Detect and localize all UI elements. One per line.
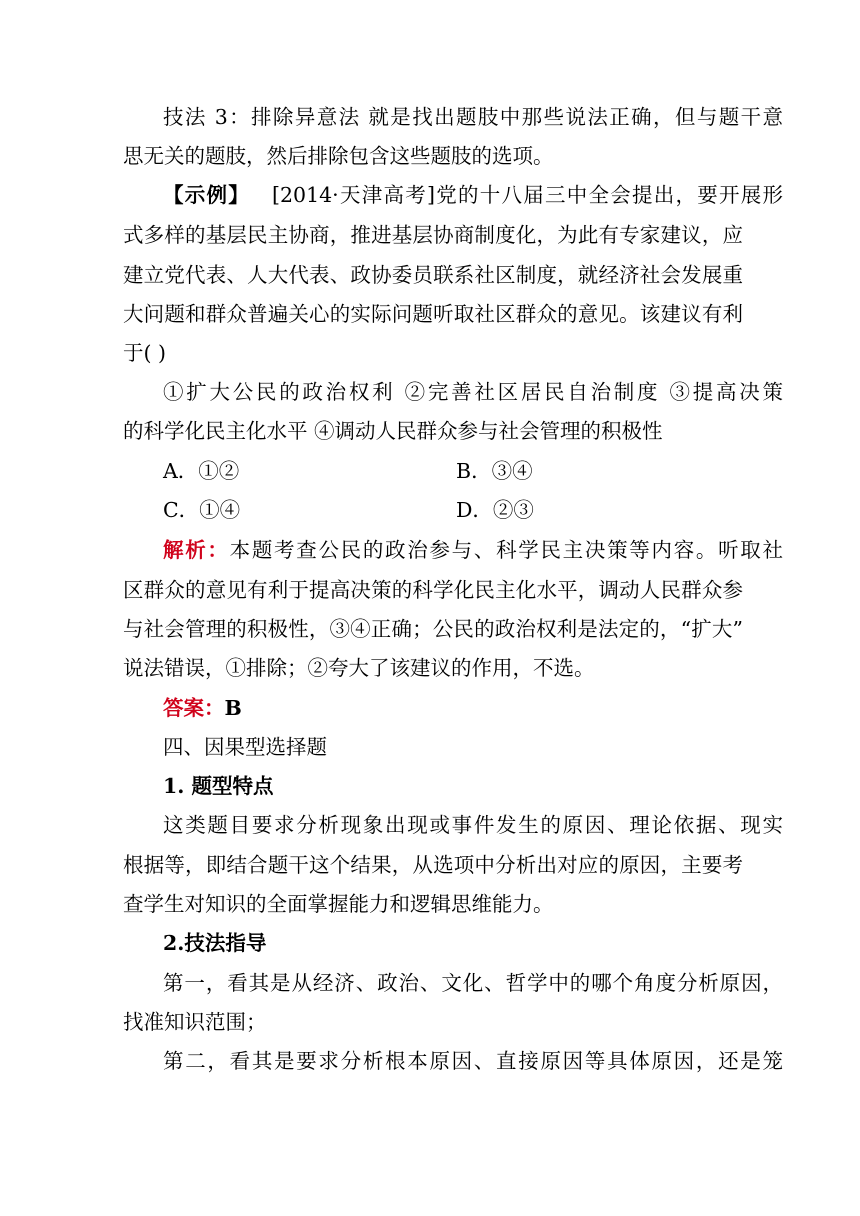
technique3-line1: 技法 3：排除异意法 就是找出题肢中那些说法正确，但与题干意 xyxy=(163,105,783,129)
sub1-line1: 这类题目要求分析现象出现或事件发生的原因、理论依据、现实 xyxy=(163,813,783,837)
example-source: [2014·天津高考]党的十八届三中全会提出，要开展形 xyxy=(272,183,783,207)
subsection2-heading: 2.技法指导 xyxy=(163,931,267,955)
example-line1 xyxy=(163,176,783,214)
analysis-line3: 与社会管理的积极性，③④正确；公民的政治权利是法定的，“扩大” xyxy=(123,617,743,641)
step1-line2: 找准知识范围； xyxy=(123,1010,267,1034)
technique3-line2: 思无关的题肢，然后排除包含这些题肢的选项。 xyxy=(123,144,554,168)
example-line4: 大问题和群众普遍关心的实际问题听取社区群众的意见。该建议有利 xyxy=(123,302,743,326)
step1-line1: 第一，看其是从经济、政治、文化、哲学中的哪个角度分析原因， xyxy=(163,971,783,995)
example-items-line1: ①扩大公民的政治权利 ②完善社区居民自治制度 ③提高决策 xyxy=(163,380,783,404)
analysis-tag: 解析： xyxy=(163,538,230,562)
option-d: D．②③ xyxy=(456,498,534,522)
option-b: B．③④ xyxy=(456,459,533,483)
analysis-line4: 说法错误，①排除；②夸大了该建议的作用，不选。 xyxy=(123,656,595,680)
sub1-line3: 查学生对知识的全面掌握能力和逻辑思维能力。 xyxy=(123,892,554,916)
answer-line xyxy=(163,689,783,727)
subsection1-heading: 1. 题型特点 xyxy=(163,774,274,798)
section4-heading: 四、因果型选择题 xyxy=(163,735,327,759)
sub1-line2: 根据等，即结合题干这个结果，从选项中分析出对应的原因，主要考 xyxy=(123,853,743,877)
answer-value: B xyxy=(224,696,242,720)
option-c: C．①④ xyxy=(163,498,241,522)
answer-tag: 答案： xyxy=(163,696,225,720)
example-items-line2: 的科学化民主化水平 ④调动人民群众参与社会管理的积极性 xyxy=(123,419,663,443)
example-line2: 式多样的基层民主协商，推进基层协商制度化，为此有专家建议，应 xyxy=(123,223,743,247)
analysis-line1 xyxy=(163,531,783,569)
step2-line1: 第二，看其是要求分析根本原因、直接原因等具体原因，还是笼 xyxy=(163,1049,783,1073)
example-line5: 于( ) xyxy=(123,341,167,365)
example-tag: 【示例】 xyxy=(163,183,251,207)
analysis-line2: 区群众的意见有利于提高决策的科学化民主化水平，调动人民群众参 xyxy=(123,578,743,602)
example-line3: 建立党代表、人大代表、政协委员联系社区制度，就经济社会发展重 xyxy=(123,263,743,287)
analysis-text: 本题考查公民的政治参与、科学民主决策等内容。听取社 xyxy=(229,538,784,562)
option-a: A．①② xyxy=(163,459,240,483)
